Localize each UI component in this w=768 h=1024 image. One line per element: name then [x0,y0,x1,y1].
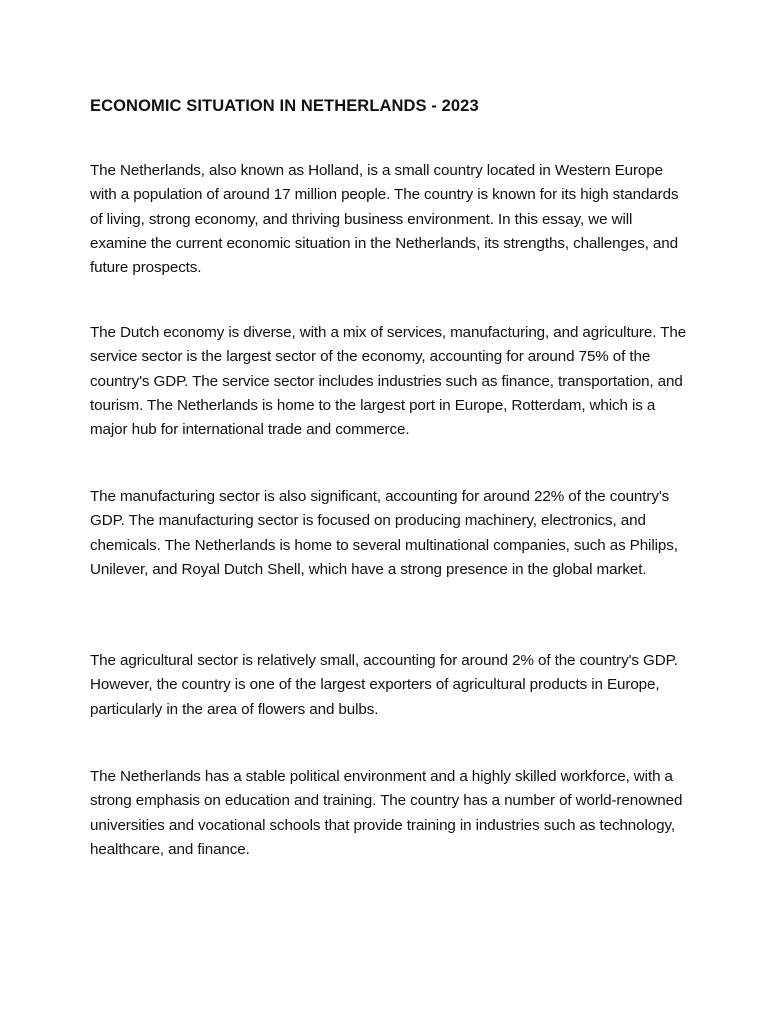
document-title: ECONOMIC SITUATION IN NETHERLANDS - 2023 [90,97,479,115]
paragraph-manufacturing: The manufacturing sector is also significant, accounting for around 22% of the country's GDP. The manufacturing sector is focused on producing machinery, electronics, and chemicals. The Netherlands is home to several multinational companies, such as Philips, Unilever, and Royal Dutch Shell, which have a strong presence in the global market. [90,488,678,578]
paragraph-agriculture: The agricultural sector is relatively small, accounting for around 2% of the country's GDP. However, the country is one of the largest exporters of agricultural products in Europe, particularly in the area of flowers and bulbs. [90,652,678,718]
paragraph-workforce: The Netherlands has a stable political environment and a highly skilled workforce, with a strong emphasis on education and training. The country has a number of world-renowned universities and vocational schools that provide training in industries such as technology, healthcare, and finance. [90,768,683,858]
paragraph-intro: The Netherlands, also known as Holland, is a small country located in Western Europe with a population of around 17 million people. The country is known for its high standards of living, strong economy, and thriving business environment. In this essay, we will examine the current economic situation in the Netherlands, its strengths, challenges, and future prospects. [90,162,679,277]
paragraph-economy: The Dutch economy is diverse, with a mix of services, manufacturing, and agriculture. The service sector is the largest sector of the economy, accounting for around 75% of the country's GDP. The service sector includes industries such as finance, transportation, and tourism. The Netherlands is home to the largest port in Europe, Rotterdam, which is a major hub for international trade and commerce. [90,324,687,439]
document-page [90,95,690,858]
